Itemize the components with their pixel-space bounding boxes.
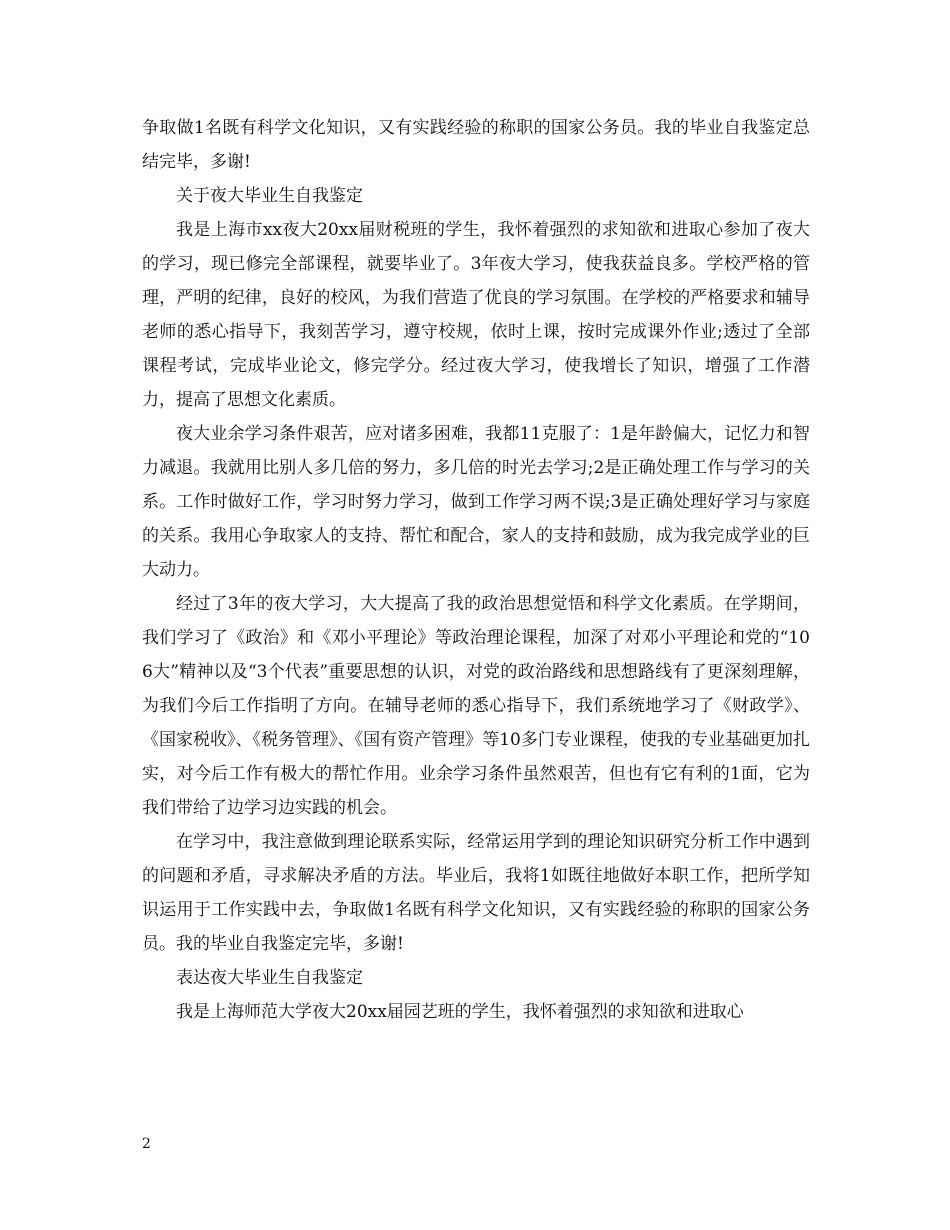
- page-number: 2: [142, 1136, 151, 1152]
- section-heading-2: 表达夜大毕业生自我鉴定: [176, 968, 363, 988]
- paragraph-continuation: 争取做1名既有科学文化知识，又有实践经验的称职的国家公务员。我的毕业自我鉴定总结完毕，多谢!: [142, 118, 810, 172]
- document-body: [142, 111, 810, 1029]
- paragraph-difficulties: 夜大业余学习条件艰苦，应对诸多困难，我都11克服了：1是年龄偏大，记忆力和智力减退。我就用比别人多几倍的努力，多几倍的时光去学习;2是正确处理工作与学习的关系。工作时做好工作，学习时努力学习，做到工作学习两不误;3是正确处理好学习与家庭的关系。我用心争取家人的支持、帮忙和配合，家人的支持和鼓励，成为我完成学业的巨大动力。: [142, 424, 810, 580]
- section-heading-1: 关于夜大毕业生自我鉴定: [176, 186, 363, 206]
- paragraph-practice: 在学习中，我注意做到理论联系实际，经常运用学到的理论知识研究分析工作中遇到的问题和矛盾，寻求解决矛盾的方法。毕业后，我将1如既往地做好本职工作，把所学知识运用于工作实践中去，争取做1名既有科学文化知识，又有实践经验的称职的国家公务员。我的毕业自我鉴定完毕，多谢!: [142, 832, 810, 954]
- paragraph-intro: 我是上海市xx夜大20xx届财税班的学生，我怀着强烈的求知欲和进取心参加了夜大的学习，现已修完全部课程，就要毕业了。3年夜大学习，使我获益良多。学校严格的管理，严明的纪律，良好的校风，为我们营造了优良的学习氛围。在学校的严格要求和辅导老师的悉心指导下，我刻苦学习，遵守校规，依时上课，按时完成课外作业;透过了全部课程考试，完成毕业论文，修完学分。经过夜大学习，使我增长了知识，增强了工作潜力，提高了思想文化素质。: [142, 220, 810, 410]
- paragraph-achievements: 经过了3年的夜大学习，大大提高了我的政治思想觉悟和科学文化素质。在学期间，我们学习了《政治》和《邓小平理论》等政治理论课程，加深了对邓小平理论和党的“106大”精神以及“3个代表”重要思想的认识，对党的政治路线和思想路线有了更深刻理解，为我们今后工作指明了方向。在辅导老师的悉心指导下，我们系统地学习了《财政学》、《国家税收》、《税务管理》、《国有资产管理》等10多门专业课程，使我的专业基础更加扎实，对今后工作有极大的帮忙作用。业余学习条件虽然艰苦，但也有它有利的1面，它为我们带给了边学习边实践的机会。: [142, 594, 810, 818]
- paragraph-next-intro: 我是上海师范大学夜大20xx届园艺班的学生，我怀着强烈的求知欲和进取心: [176, 1002, 744, 1022]
